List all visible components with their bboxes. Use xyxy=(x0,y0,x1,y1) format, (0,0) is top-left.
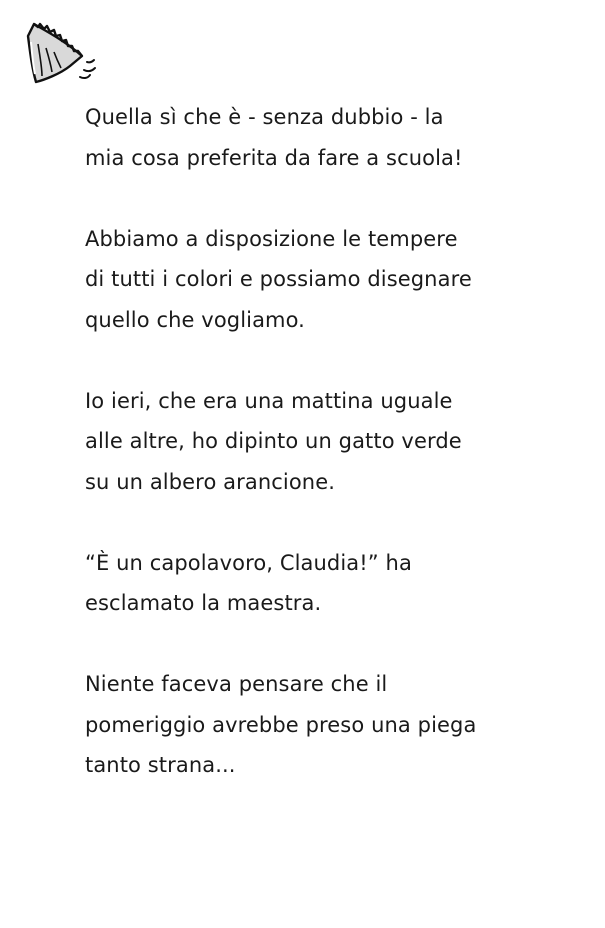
story-line: mia cosa preferita da fare a scuola! xyxy=(85,145,463,170)
story-line: tanto strana... xyxy=(85,753,236,777)
story-line: di tutti i colori e possiamo disegnare xyxy=(85,267,472,291)
story-paragraph-3 xyxy=(85,381,585,503)
story-line: Io ieri, che era una mattina uguale xyxy=(85,388,453,413)
story-line: Quella sì che è - senza dubbio - la xyxy=(85,105,444,129)
story-line: alle altre, ho dipinto un gatto verde xyxy=(85,429,462,453)
story-line: esclamato la maestra. xyxy=(85,591,322,615)
story-line: “È un capolavoro, Claudia!” ha xyxy=(85,550,412,575)
story-paragraph-1 xyxy=(85,97,585,178)
story-line: su un albero arancione. xyxy=(85,469,335,494)
story-paragraph-5 xyxy=(85,664,585,786)
story-line: Abbiamo a disposizione le tempere xyxy=(85,226,458,251)
story-line: pomeriggio avrebbe preso una piega xyxy=(85,712,477,737)
paint-brush-icon xyxy=(24,22,104,88)
story-paragraph-4 xyxy=(85,543,585,624)
story-paragraph-2 xyxy=(85,219,585,341)
story-line: quello che vogliamo. xyxy=(85,307,305,332)
story-line: Niente faceva pensare che il xyxy=(85,672,388,696)
story-text xyxy=(85,97,585,826)
